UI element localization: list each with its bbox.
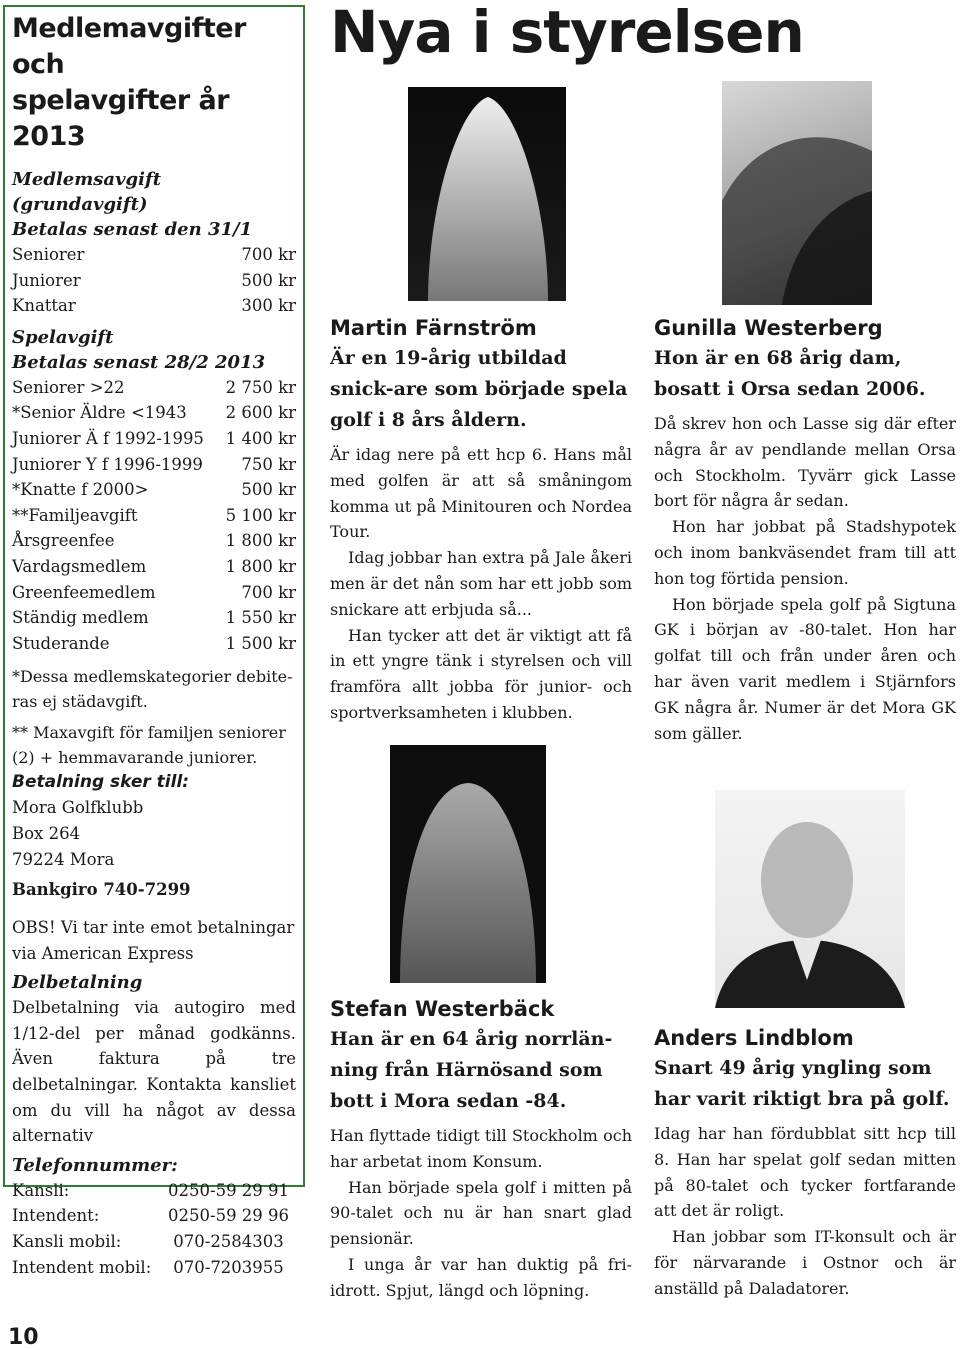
profile-name: Gunilla Westerberg (654, 316, 883, 340)
play-fee-list (12, 375, 296, 657)
fee-row (12, 528, 296, 554)
profile-name: Martin Färnström (330, 316, 537, 340)
phone-label: Kansli mobil: (12, 1232, 122, 1252)
fee-amount: 1 550 kr (225, 608, 296, 628)
page-headline: Nya i styrelsen (330, 0, 804, 66)
fee-label: Juniorer Y f 1996-1999 (12, 454, 203, 474)
fee-row (12, 242, 296, 268)
profile-paragraph: Idag jobbar han extra på Jale åkeri men är det nån som har ett jobb som snickare att erbjuda så... (330, 548, 632, 619)
fee-label: Seniorer (12, 245, 85, 264)
phone-heading: Telefonnummer: (12, 1154, 178, 1176)
fee-sidebar (3, 5, 305, 1277)
profile-paragraph: Han jobbar som IT-konsult och är för närvarande i Ostnor och är anställd på Daladatorer. (654, 1227, 956, 1298)
payment-heading: Betalning sker till: (12, 772, 190, 793)
fee-amount: 1 800 kr (225, 556, 296, 576)
phone-label: Kansli: (12, 1180, 70, 1200)
note-line: ras ej städavgift. (12, 692, 148, 712)
note-line: *Dessa medlemskategorier debite- (12, 667, 293, 687)
phone-number: 070-2584303 (168, 1232, 284, 1252)
profile-paragraph: I unga år var han duktig på fri-idrott. Spjut, längd och löpning. (330, 1254, 632, 1300)
fee-row (12, 400, 296, 426)
profile-paragraph: Han började spela golf i mitten på 90-talet och nu är han snart glad pensionär. (330, 1177, 632, 1249)
fee-label: *Knatte f 2000> (12, 480, 149, 500)
fee-amount: 1 500 kr (225, 633, 296, 653)
profile-paragraph: Hon har jobbat på Stadshypotek och inom bankväsendet fram till att hon tog förtida pension. (654, 517, 956, 588)
profile-name: Stefan Westerbäck (330, 997, 555, 1021)
profile-paragraph: Hon började spela golf på Sigtuna GK i början av -80-talet. Hon har golfat till och från under åren och har även varit medlem i Stjärnfors GK några år. Numer är det Mora GK som gäller. (654, 594, 956, 743)
obs-line: via American Express (12, 943, 194, 963)
fee-label: Seniorer >22 (12, 377, 125, 397)
member-fee-heading: Medlemsavgift (grundavgift) (12, 169, 162, 215)
payment-line: 79224 Mora (12, 849, 115, 869)
fee-row (12, 554, 296, 580)
fee-label: Greenfeemedlem (12, 582, 156, 602)
fee-row (12, 375, 296, 401)
member-fee-due: Betalas senast den 31/1 (12, 219, 253, 240)
portrait-photo-martin (408, 87, 566, 301)
fee-label: Knattar (12, 296, 76, 316)
phone-row (12, 1203, 296, 1229)
sidebar-title-line: Medlemavgifter och (12, 13, 246, 80)
fee-label: Juniorer Ä f 1992-1995 (12, 428, 204, 448)
fee-row (12, 426, 296, 452)
portrait-silhouette-icon (722, 81, 872, 305)
profile-paragraph: Han flyttade tidigt till Stockholm och har arbetat inom Konsum. (330, 1126, 632, 1171)
phone-label: Intendent: (12, 1206, 100, 1226)
profile-lead: Hon är en 68 årig dam, bosatt i Orsa sedan 2006. (654, 347, 926, 400)
profile-anders (654, 1023, 956, 1302)
phone-row (12, 1255, 296, 1281)
fee-row (12, 631, 296, 657)
fee-row (12, 580, 296, 606)
part-payment-text: Delbetalning via autogiro med 1/12-del per månad godkänns. Även faktura på tre delbetalningar. Kontakta kansliet om du vill ha något av dessa alternativ (12, 998, 296, 1146)
fee-label: Årsgreenfee (12, 531, 115, 551)
fee-amount: 300 kr (241, 296, 296, 316)
profile-lead: Snart 49 årig yngling som har varit riktigt bra på golf. (654, 1057, 950, 1110)
fee-amount: 500 kr (241, 270, 296, 290)
note-line: (2) + hemmavarande juniorer. (12, 748, 258, 768)
profile-paragraph: Idag har han fördubblat sitt hcp till 8. Han har spelat golf sedan mitten på 80-talet och tycker fortfarande att det är roligt. (654, 1124, 956, 1221)
profile-name: Anders Lindblom (654, 1026, 854, 1050)
sidebar-title (12, 11, 296, 155)
phone-label: Intendent mobil: (12, 1257, 152, 1277)
fee-row (12, 293, 296, 319)
note-category (12, 664, 296, 714)
payment-line: Mora Golfklubb (12, 798, 144, 818)
fee-label: Juniorer (12, 270, 81, 290)
fee-row (12, 477, 296, 503)
fee-amount: 500 kr (241, 480, 296, 500)
phone-number: 070-7203955 (168, 1257, 284, 1277)
phone-row (12, 1178, 296, 1204)
portrait-silhouette-icon (390, 745, 546, 983)
fee-amount: 2 600 kr (225, 403, 296, 423)
phone-row (12, 1229, 296, 1255)
fee-amount: 1 800 kr (225, 531, 296, 551)
member-fee-list (12, 242, 296, 319)
fee-row (12, 268, 296, 294)
phone-number: 0250-59 29 96 (168, 1206, 290, 1226)
profile-martin (330, 313, 632, 726)
fee-label: **Familjeavgift (12, 505, 138, 525)
portrait-photo-gunilla (722, 81, 872, 305)
profile-paragraph: Han tycker att det är viktigt att få in ett yngre tänk i styrelsen och vill framföra allt jobba för junior- och sportverksamheten i klubben. (330, 625, 632, 722)
fee-amount: 1 400 kr (225, 428, 296, 448)
play-fee-heading: Spelavgift (12, 326, 114, 348)
portrait-photo-anders (715, 790, 905, 1008)
fee-row (12, 503, 296, 529)
portrait-silhouette-icon (408, 87, 566, 301)
fee-amount: 5 100 kr (225, 505, 296, 525)
fee-amount: 2 750 kr (225, 377, 296, 397)
profile-lead: Han är en 64 årig norrlän-ning från Härnösand som bott i Mora sedan -84. (330, 1028, 613, 1112)
fee-amount: 700 kr (241, 245, 296, 264)
portrait-photo-stefan (390, 745, 546, 983)
phone-number: 0250-59 29 91 (168, 1180, 290, 1200)
portrait-silhouette-icon (715, 790, 905, 1008)
part-payment-heading: Delbetalning (12, 972, 143, 994)
profile-lead: Är en 19-årig utbildad snick-are som började spela golf i 8 års åldern. (330, 347, 628, 431)
fee-amount: 750 kr (241, 454, 296, 474)
bankgiro: Bankgiro 740-7299 (12, 880, 191, 900)
profile-paragraph: Då skrev hon och Lasse sig där efter några år av pendlande mellan Orsa och Stockholm. Tyvärr gick Lasse bort för några år sedan. (654, 414, 956, 511)
note-line: ** Maxavgift för familjen seniorer (12, 723, 286, 743)
fee-label: Ständig medlem (12, 608, 149, 628)
fee-label: Vardagsmedlem (12, 556, 147, 576)
profile-gunilla (654, 313, 956, 746)
fee-row (12, 452, 296, 478)
fee-label: Studerande (12, 633, 110, 653)
profile-paragraph: Är idag nere på ett hcp 6. Hans mål med golfen är att så småningom komma ut på Minitouren och Nordea Tour. (330, 445, 632, 542)
fee-amount: 700 kr (241, 582, 296, 602)
profile-stefan (330, 994, 632, 1304)
obs-line: OBS! Vi tar inte emot betalningar (12, 918, 295, 938)
payment-line: Box 264 (12, 823, 81, 843)
note-family (12, 720, 296, 770)
fee-row (12, 605, 296, 631)
sidebar-title-line: spelavgifter år 2013 (12, 85, 230, 152)
play-fee-due: Betalas senast 28/2 2013 (12, 351, 266, 373)
page-number: 10 (8, 1325, 39, 1350)
fee-label: *Senior Äldre <1943 (12, 403, 187, 423)
